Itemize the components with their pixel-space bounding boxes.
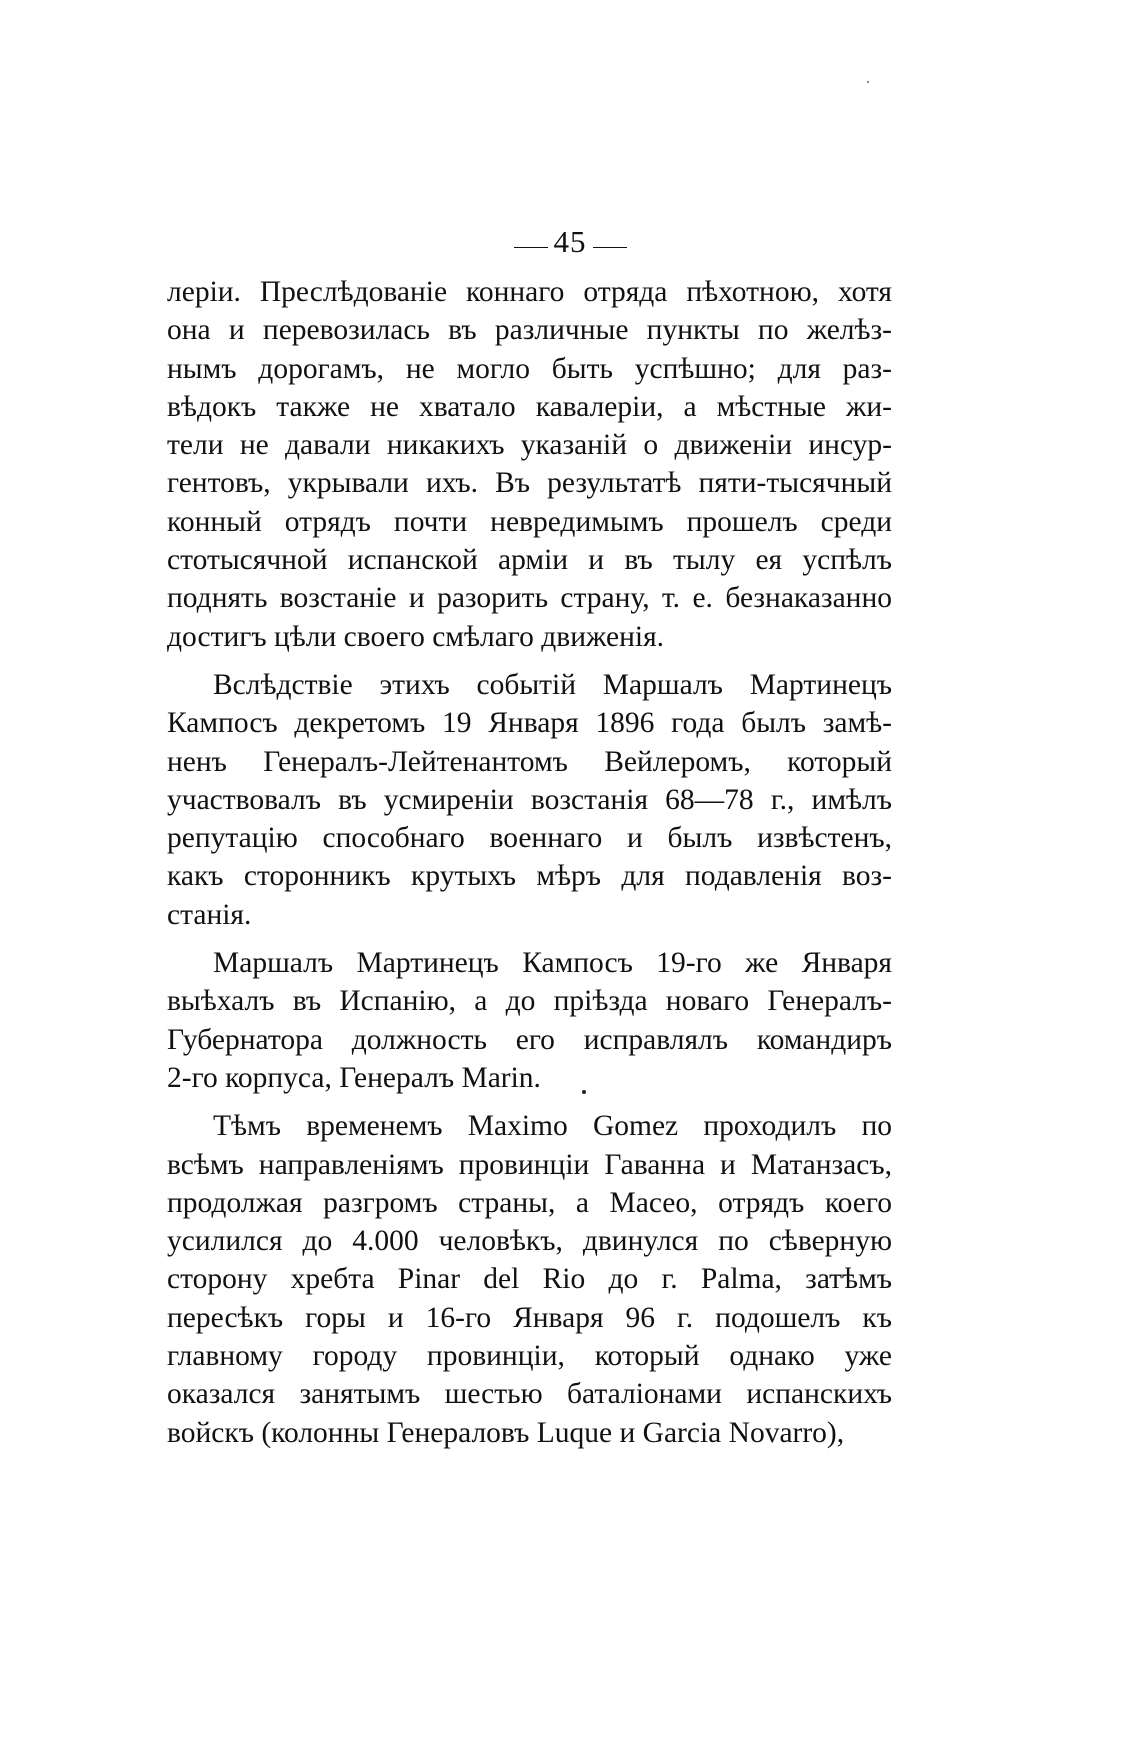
text-line: репутацію способнаго военнаго и былъ извѣстенъ, — [167, 822, 892, 855]
text-line: поднять возстаніе и разорить страну, т. е. безнаказанно — [167, 582, 892, 615]
text-line: пересѣкъ горы и 16-го Января 96 г. подошелъ къ — [167, 1301, 892, 1334]
text-line: леріи. Преслѣдованіе коннаго отряда пѣхотною, хотя — [167, 276, 892, 308]
text-line: Вслѣдствіе этихъ событій Маршалъ Мартинецъ — [213, 668, 892, 701]
text-line: участвовалъ въ усмиреніи возстанія 68—78 г., имѣлъ — [167, 783, 892, 816]
print-speck — [582, 1090, 586, 1094]
text-line: стотысячной испанской арміи и въ тылу ея успѣлъ — [167, 544, 892, 577]
text-line: она и перевозилась въ различные пункты по желѣз- — [167, 314, 892, 347]
text-line: Кампосъ декретомъ 19 Января 1896 года былъ замѣ- — [167, 707, 892, 740]
body-text — [167, 273, 892, 1452]
print-speck — [867, 81, 869, 83]
text-line: всѣмъ направленіямъ провинціи Гаванна и Матанзасъ, — [167, 1148, 892, 1181]
text-line: Маршалъ Мартинецъ Кампосъ 19-го же Января — [213, 947, 892, 980]
text-line: нымъ дорогамъ, не могло быть успѣшно; для раз- — [167, 352, 892, 385]
paragraph — [167, 666, 892, 934]
text-line: усилился до 4.000 человѣкъ, двинулся по сѣверную — [167, 1225, 892, 1258]
text-line: войскъ (колонны Генераловъ Luque и Garcia Novarro), — [167, 1416, 845, 1449]
text-line: конный отрядъ почти невредимымъ прошелъ среди — [167, 505, 892, 538]
text-line: гентовъ, укрывали ихъ. Въ результатѣ пяти-тысячный — [167, 467, 892, 500]
text-line: 2-го корпуса, Генералъ Marin. — [167, 1061, 541, 1094]
text-line: достигъ цѣли своего смѣлаго движенія. — [167, 620, 665, 653]
text-line: Тѣмъ временемъ Maximo Gomez проходилъ по — [213, 1110, 892, 1143]
paragraph — [167, 944, 892, 1097]
text-line: тели не давали никакихъ указаній о движеніи инсур- — [167, 429, 892, 462]
page-number-text: 45 — [553, 224, 587, 259]
paragraph — [167, 273, 892, 656]
text-line: оказался занятымъ шестью баталіонами испанскихъ — [167, 1378, 892, 1411]
text-line: сторону хребта Pinar del Rio до г. Palma, затѣмъ — [167, 1263, 892, 1296]
text-line: вѣдокъ также не хватало кавалеріи, а мѣстные жи- — [167, 390, 892, 423]
text-line: станія. — [167, 898, 252, 931]
text-line: Губернатора должность его исправлялъ командиръ — [167, 1023, 892, 1056]
page-number — [0, 224, 1140, 260]
text-line: какъ сторонникъ крутыхъ мѣръ для подавленія воз- — [167, 860, 892, 893]
page-number-rule-left — [514, 247, 548, 248]
text-line: продолжая разгромъ страны, а Масео, отрядъ коего — [167, 1186, 892, 1219]
page-number-rule-right — [593, 247, 627, 248]
text-line: ненъ Генералъ-Лейтенантомъ Вейлеромъ, который — [167, 745, 892, 778]
text-line: главному городу провинціи, который однако уже — [167, 1340, 892, 1373]
text-line: выѣхалъ въ Испанію, а до пріѣзда новаго Генералъ- — [167, 985, 892, 1018]
paragraph — [167, 1107, 892, 1452]
